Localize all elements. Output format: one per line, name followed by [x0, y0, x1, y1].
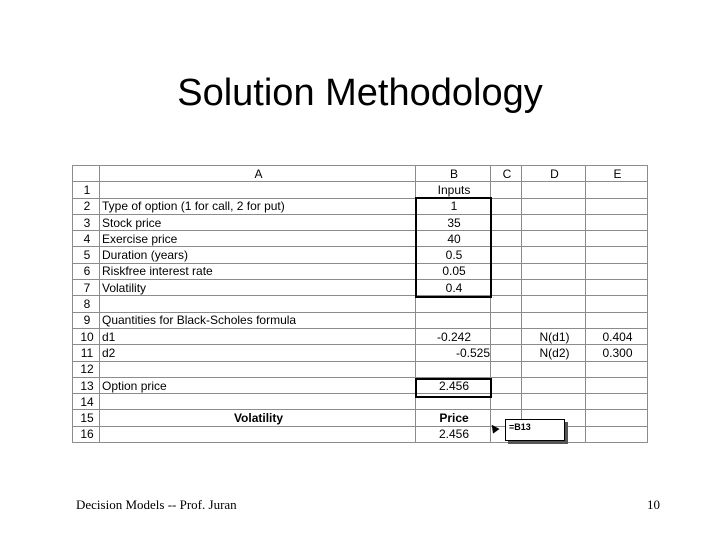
cell-a[interactable]: Riskfree interest rate [100, 263, 416, 279]
cell-d[interactable] [522, 312, 586, 328]
cell-b[interactable]: 0.4 [416, 280, 491, 296]
cell-b[interactable]: Price [416, 410, 491, 426]
cell-e[interactable]: 0.300 [586, 345, 648, 361]
cell-c[interactable] [491, 247, 522, 263]
cell-b[interactable] [416, 312, 491, 328]
cell-a[interactable]: Volatility [100, 280, 416, 296]
cell-b[interactable]: 35 [416, 214, 491, 230]
cell-c[interactable] [491, 182, 522, 198]
cell-d[interactable] [522, 198, 586, 214]
sheet-row [73, 263, 648, 279]
cell-c[interactable] [491, 263, 522, 279]
cell-c[interactable] [491, 345, 522, 361]
sheet-row [73, 247, 648, 263]
cell-a[interactable] [100, 394, 416, 410]
cell-e[interactable] [586, 247, 648, 263]
row-header[interactable]: 12 [73, 361, 100, 377]
cell-e[interactable] [586, 312, 648, 328]
sheet-row [73, 214, 648, 230]
cell-d[interactable] [522, 394, 586, 410]
cell-d[interactable] [522, 361, 586, 377]
cell-d[interactable]: N(d2) [522, 345, 586, 361]
cell-c[interactable] [491, 296, 522, 312]
row-header[interactable]: 7 [73, 280, 100, 296]
cell-a[interactable]: d2 [100, 345, 416, 361]
row-header[interactable]: 5 [73, 247, 100, 263]
sheet-row [73, 198, 648, 214]
cell-c[interactable] [491, 394, 522, 410]
cell-c[interactable] [491, 312, 522, 328]
cell-e[interactable]: 0.404 [586, 328, 648, 344]
cell-b[interactable]: 40 [416, 231, 491, 247]
cell-a[interactable]: Stock price [100, 214, 416, 230]
footer-text: Decision Models -- Prof. Juran [76, 497, 237, 512]
column-header-b[interactable]: B [416, 166, 491, 182]
row-header[interactable]: 6 [73, 263, 100, 279]
cell-c[interactable] [491, 361, 522, 377]
cell-d[interactable]: N(d1) [522, 328, 586, 344]
spreadsheet [72, 165, 648, 443]
cell-d[interactable] [522, 182, 586, 198]
cell-e[interactable] [586, 394, 648, 410]
cell-c[interactable] [491, 280, 522, 296]
cell-b[interactable]: -0.242 [416, 328, 491, 344]
cell-d[interactable] [522, 214, 586, 230]
cell-b[interactable] [416, 361, 491, 377]
row-header[interactable]: 8 [73, 296, 100, 312]
cell-e[interactable] [586, 410, 648, 426]
cell-b[interactable] [416, 296, 491, 312]
cell-a[interactable] [100, 182, 416, 198]
row-header[interactable]: 14 [73, 394, 100, 410]
cell-d[interactable] [522, 263, 586, 279]
column-header-c[interactable]: C [491, 166, 522, 182]
cell-e[interactable] [586, 231, 648, 247]
cell-a[interactable]: Quantities for Black-Scholes formula [100, 312, 416, 328]
cell-b[interactable]: -0.525 [416, 345, 491, 361]
row-header[interactable]: 16 [73, 426, 100, 442]
cell-e[interactable] [586, 426, 648, 442]
row-header[interactable]: 15 [73, 410, 100, 426]
sheet-row [73, 280, 648, 296]
row-header[interactable]: 4 [73, 231, 100, 247]
cell-d[interactable] [522, 231, 586, 247]
cell-a[interactable] [100, 361, 416, 377]
sheet-row [73, 182, 648, 198]
cell-e[interactable] [586, 296, 648, 312]
cell-a[interactable] [100, 296, 416, 312]
sheet-row [73, 377, 648, 393]
cell-c[interactable] [491, 198, 522, 214]
sheet-row [73, 394, 648, 410]
cell-a[interactable]: Exercise price [100, 231, 416, 247]
cell-b[interactable]: Inputs [416, 182, 491, 198]
cell-e[interactable] [586, 214, 648, 230]
cell-a[interactable]: Type of option (1 for call, 2 for put) [100, 198, 416, 214]
cell-e[interactable] [586, 377, 648, 393]
cell-a[interactable]: Duration (years) [100, 247, 416, 263]
cell-c[interactable] [491, 214, 522, 230]
cell-e[interactable] [586, 280, 648, 296]
page-number: 10 [647, 497, 660, 512]
cell-e[interactable] [586, 198, 648, 214]
slide-title: Solution Methodology [177, 72, 543, 114]
cell-e[interactable] [586, 263, 648, 279]
cell-d[interactable] [522, 377, 586, 393]
sheet-row [73, 312, 648, 328]
sheet-row [73, 296, 648, 312]
row-header[interactable]: 2 [73, 198, 100, 214]
column-header-d[interactable]: D [522, 166, 586, 182]
row-header[interactable]: 3 [73, 214, 100, 230]
cell-a[interactable]: Volatility [100, 410, 416, 426]
cell-e[interactable] [586, 182, 648, 198]
sheet-row [73, 361, 648, 377]
sheet-row [73, 231, 648, 247]
cell-c[interactable] [491, 377, 522, 393]
row-header[interactable]: 10 [73, 328, 100, 344]
cell-d[interactable] [522, 296, 586, 312]
cell-c[interactable] [491, 231, 522, 247]
cell-e[interactable] [586, 361, 648, 377]
row-header[interactable]: 13 [73, 377, 100, 393]
row-header[interactable]: 9 [73, 312, 100, 328]
column-header-e[interactable]: E [586, 166, 648, 182]
cell-d[interactable] [522, 280, 586, 296]
cell-a[interactable]: d1 [100, 328, 416, 344]
column-header-a[interactable]: A [100, 166, 416, 182]
corner-cell[interactable] [73, 166, 100, 182]
cell-b[interactable]: 0.5 [416, 247, 491, 263]
cell-b[interactable]: 0.05 [416, 263, 491, 279]
sheet-row [73, 328, 648, 344]
row-header[interactable]: 11 [73, 345, 100, 361]
sheet-row [73, 345, 648, 361]
formula-callout: =B13 [505, 419, 565, 441]
cell-b[interactable]: 1 [416, 198, 491, 214]
cell-c[interactable] [491, 328, 522, 344]
cell-b[interactable]: 2.456 [416, 377, 491, 393]
column-header-row [73, 166, 648, 182]
cell-b[interactable] [416, 394, 491, 410]
cell-b[interactable]: 2.456 [416, 426, 491, 442]
row-header[interactable]: 1 [73, 182, 100, 198]
cell-a[interactable] [100, 426, 416, 442]
cell-d[interactable] [522, 247, 586, 263]
cell-a[interactable]: Option price [100, 377, 416, 393]
